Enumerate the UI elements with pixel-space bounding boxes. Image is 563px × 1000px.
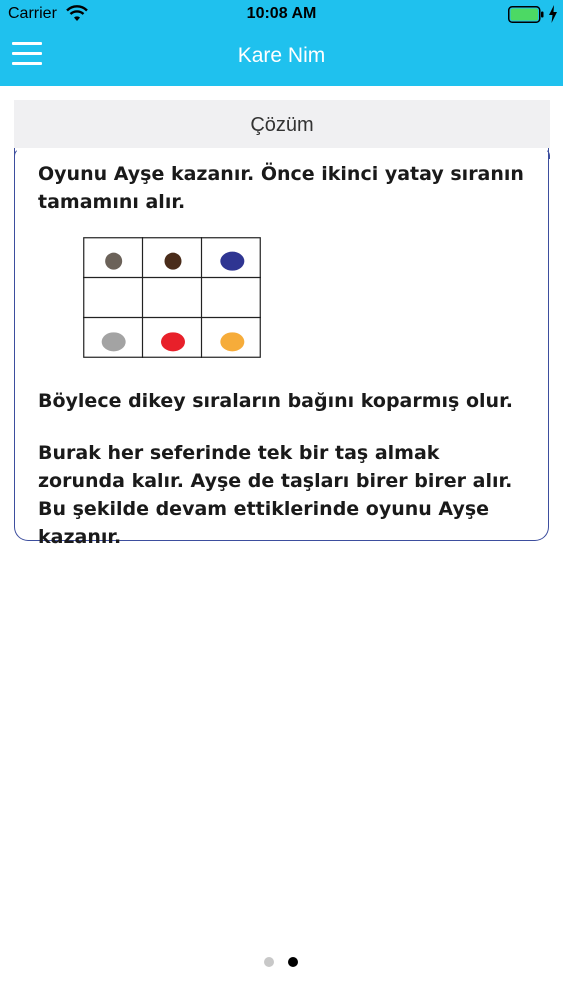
stone	[165, 253, 182, 270]
charging-bolt-icon	[548, 5, 558, 23]
stone	[102, 332, 126, 351]
navigation-bar	[0, 0, 563, 86]
stone	[220, 252, 244, 271]
section-header: Çözüm	[14, 100, 550, 148]
status-bar	[0, 0, 563, 30]
stone	[220, 332, 244, 351]
solution-paragraph-1: Oyunu Ayşe kazanır. Önce ikinci yatay sıranın tamamını alır.	[38, 163, 524, 213]
status-time: 10:08 AM	[246, 5, 317, 22]
carrier-label: Carrier	[8, 5, 57, 22]
stone	[161, 332, 185, 351]
solution-paragraph-2: Böylece dikey sıraların bağını koparmış olur.	[38, 390, 513, 412]
page-title: Kare Nim	[237, 44, 326, 67]
page-indicator-dot[interactable]	[264, 957, 274, 967]
solution-paragraph-3: Burak her seferinde tek bir taş almak zorunda kalır. Ayşe de taşları birer birer alır. Bu şekilde devam ettiklerinde oyunu Ayşe kazanır.	[38, 442, 513, 548]
battery-icon	[508, 6, 544, 23]
stone	[105, 253, 122, 270]
page-indicator-dot-active[interactable]	[288, 957, 298, 967]
nim-board	[83, 237, 261, 358]
